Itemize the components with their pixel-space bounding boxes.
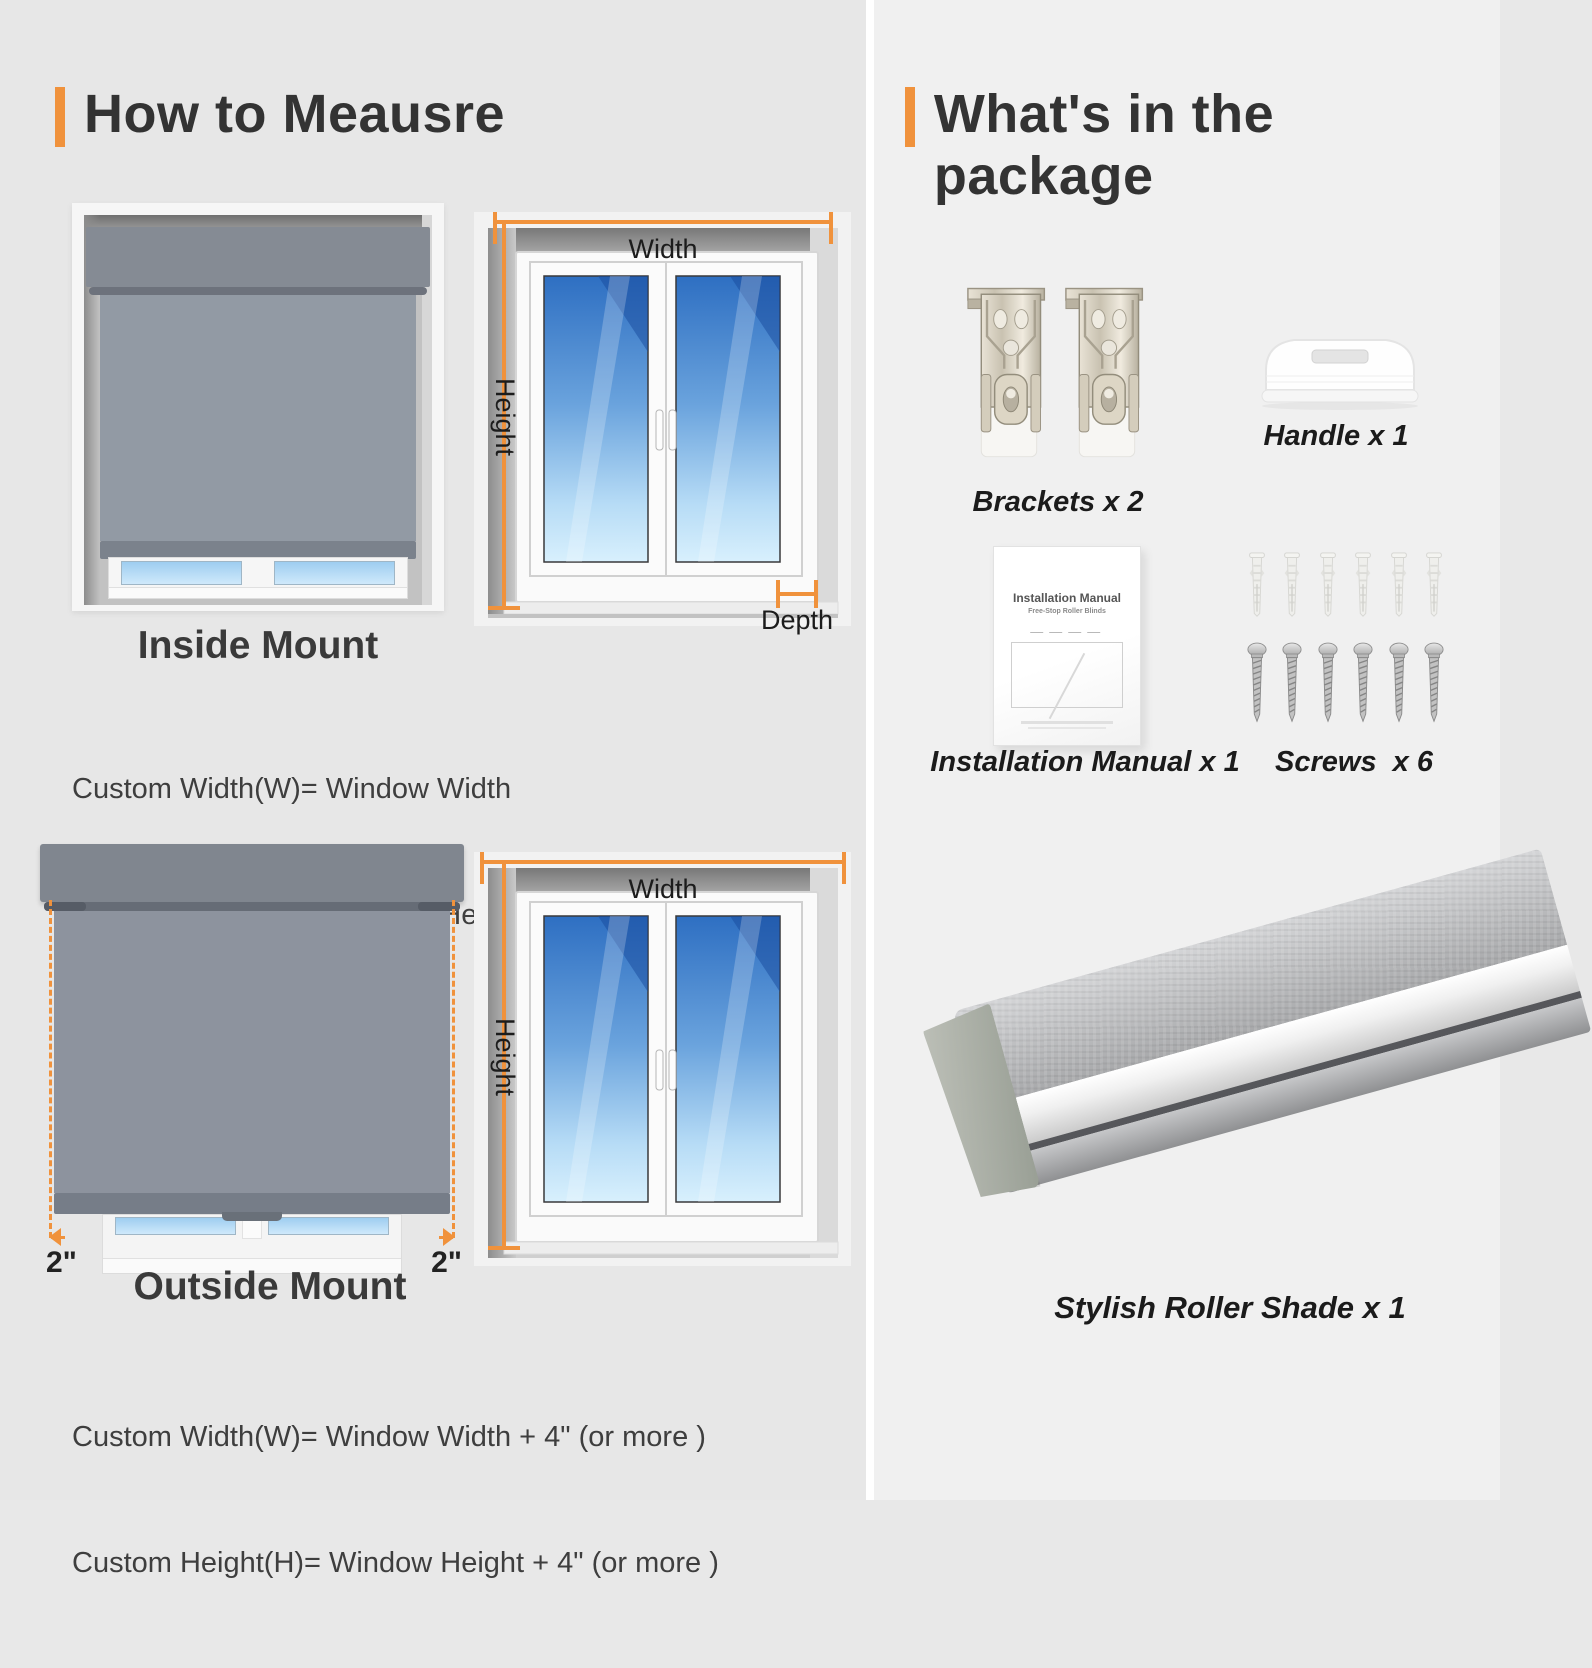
glass-pane [115,1217,236,1235]
manual-diagram-box [1011,642,1123,708]
outside-mount-specs [72,1332,719,1668]
wall-anchor-icon [1392,553,1407,616]
inside-mount-heading: Inside Mount [137,624,379,667]
shade-valance [86,227,430,287]
roller-shade-label: Stylish Roller Shade x 1 [1054,1290,1406,1325]
overlap-guide-left [49,900,52,1238]
left-section-title [55,83,505,147]
inside-mount-window-diagram [470,212,855,635]
window-handle [656,1050,663,1090]
shade-valance [40,844,464,902]
inside-mount-shade-figure [72,203,444,611]
spec-line: Custom Height(H)= Window Height + 4" (or more ) [72,1547,719,1579]
manual-cover-subtitle: Free-Stop Roller Blinds [1028,608,1106,615]
right-section-title [905,83,1500,207]
shade-roller [89,287,427,295]
wall-anchor-icon [1356,553,1371,616]
screw-icon [1283,643,1301,721]
overlap-left-label: 2" [46,1246,77,1279]
shade-fabric [54,911,450,1193]
handle-slot [1312,350,1368,363]
overlap-guide-right [452,900,455,1238]
width-label: Width [628,234,698,264]
wall-anchor-icon [1285,553,1300,616]
brackets-label: Brackets x 2 [972,486,1144,518]
page-title-left: How to Meausre [84,84,506,144]
overlap-right-label: 2" [431,1246,462,1279]
wall-anchor-icon [1250,553,1265,616]
depth-label: Depth [760,605,834,635]
manual-cover-title: Installation Manual [1012,591,1121,605]
glass-pane [268,1217,389,1235]
glass-pane [121,561,242,585]
screw-icon [1248,643,1266,721]
installation-manual-label: Installation Manual x 1 [930,746,1240,778]
spec-line: Custom Width(W)= Window Width + 4" (or more ) [72,1421,706,1453]
manual-footer-line [1021,721,1113,724]
accent-bar [905,87,915,147]
screw-icon [1354,643,1372,721]
bracket-icon [1066,289,1142,457]
window-handle [669,1050,676,1090]
handle-label: Handle x 1 [1263,420,1409,452]
manual-step-figures [994,624,1140,633]
screws-image [1246,552,1458,732]
spec-line: Custom Width(W)= Window Width [72,773,512,805]
height-label: Height [490,1017,520,1097]
window-handle [656,410,663,450]
screw-icon [1425,643,1443,721]
handle-base [1262,390,1418,402]
outside-mount-shade-figure [40,838,464,1290]
shade-fabric [100,295,416,541]
shade-roller [44,902,460,911]
accent-bar [55,87,65,147]
arrow-stem [51,1236,65,1239]
handle-image [1256,324,1424,412]
window-sill [504,1242,838,1254]
window-bottom [108,557,408,599]
width-label: Width [628,874,698,904]
bracket-icon [968,289,1044,457]
installation-manual-image [993,546,1141,746]
window-handle [669,410,676,450]
glass-pane [274,561,395,585]
brackets-image [966,284,1150,468]
screw-icon [1390,643,1408,721]
window-recess [84,215,432,605]
screw-icon [1319,643,1337,721]
arrow-stem [439,1236,453,1239]
outside-mount-window-diagram [470,852,855,1272]
screws-label: Screws x 6 [1275,746,1433,778]
panel-divider [866,0,874,1500]
manual-footer-line [1028,727,1106,729]
shade-bottom-bar [54,1193,450,1214]
wall-anchor-icon [1321,553,1336,616]
wall-anchor-icon [1427,553,1442,616]
page-title-right: What's in the package [933,84,1275,207]
outside-mount-heading: Outside Mount [133,1265,407,1308]
window-sill [109,587,407,598]
height-label: Height [490,377,520,457]
